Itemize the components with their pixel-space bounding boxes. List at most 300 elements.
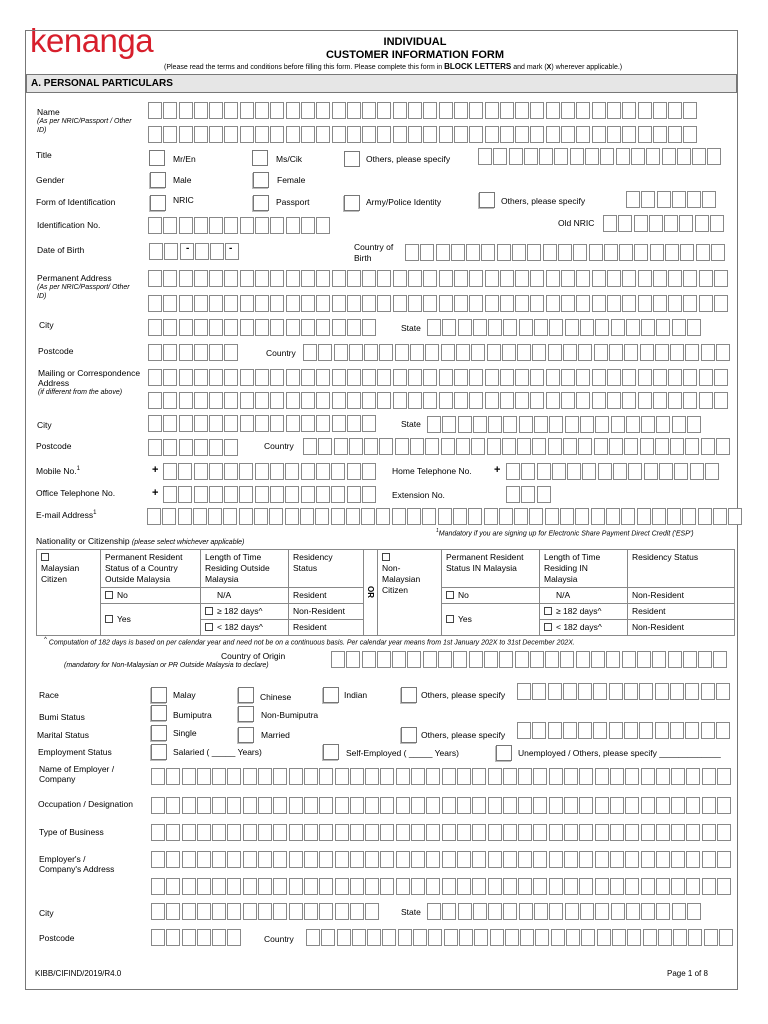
char-cell[interactable]: [350, 851, 364, 868]
pr-in-yes[interactable]: Yes: [442, 604, 540, 636]
char-cell[interactable]: [677, 148, 691, 165]
char-cell[interactable]: [611, 319, 625, 336]
char-cell[interactable]: [285, 486, 299, 503]
char-cell[interactable]: [411, 851, 425, 868]
char-cell[interactable]: [655, 683, 669, 700]
char-cell[interactable]: [301, 217, 315, 234]
char-cell[interactable]: [224, 270, 238, 287]
pr-in-no[interactable]: No: [442, 588, 540, 604]
char-cell[interactable]: [318, 344, 332, 361]
char-cell[interactable]: [639, 722, 653, 739]
char-cell[interactable]: [670, 344, 684, 361]
char-cell[interactable]: [565, 319, 579, 336]
char-cell[interactable]: [379, 438, 393, 455]
char-cell[interactable]: [662, 148, 676, 165]
char-cell[interactable]: [243, 824, 257, 841]
char-cell[interactable]: [686, 851, 700, 868]
name-input-row1[interactable]: [148, 102, 699, 119]
char-cell[interactable]: [667, 508, 681, 525]
char-cell[interactable]: [503, 768, 517, 785]
char-cell[interactable]: [564, 824, 578, 841]
char-cell[interactable]: [671, 878, 685, 895]
char-cell[interactable]: [364, 344, 378, 361]
char-cell[interactable]: [701, 683, 715, 700]
char-cell[interactable]: [346, 508, 360, 525]
char-cell[interactable]: [163, 392, 177, 409]
char-cell[interactable]: [488, 797, 502, 814]
char-cell[interactable]: [270, 415, 284, 432]
char-cell[interactable]: [683, 369, 697, 386]
char-cell[interactable]: [686, 878, 700, 895]
char-cell[interactable]: [350, 878, 364, 895]
char-cell[interactable]: [362, 369, 376, 386]
char-cell[interactable]: [240, 415, 254, 432]
char-cell[interactable]: [286, 126, 300, 143]
char-cell[interactable]: [444, 929, 458, 946]
char-cell[interactable]: [422, 508, 436, 525]
char-cell[interactable]: [638, 369, 652, 386]
id-other-input[interactable]: [626, 191, 718, 208]
char-cell[interactable]: [532, 344, 546, 361]
char-cell[interactable]: [624, 438, 638, 455]
char-cell[interactable]: [426, 824, 440, 841]
char-cell[interactable]: [656, 824, 670, 841]
char-cell[interactable]: [151, 878, 165, 895]
char-cell[interactable]: [668, 369, 682, 386]
char-cell[interactable]: [243, 797, 257, 814]
char-cell[interactable]: [624, 722, 638, 739]
char-cell[interactable]: [258, 903, 272, 920]
char-cell[interactable]: [194, 486, 208, 503]
char-cell[interactable]: [243, 903, 257, 920]
char-cell[interactable]: [472, 797, 486, 814]
char-cell[interactable]: [194, 392, 208, 409]
char-cell[interactable]: [468, 508, 482, 525]
char-cell[interactable]: [499, 508, 513, 525]
char-cell[interactable]: [224, 295, 238, 312]
char-cell[interactable]: [258, 851, 272, 868]
char-cell[interactable]: [595, 416, 609, 433]
char-cell[interactable]: [488, 416, 502, 433]
char-cell[interactable]: [641, 824, 655, 841]
country-input[interactable]: [303, 344, 731, 361]
char-cell[interactable]: [364, 438, 378, 455]
char-cell[interactable]: [560, 508, 574, 525]
char-cell[interactable]: [692, 148, 706, 165]
char-cell[interactable]: [622, 392, 636, 409]
char-cell[interactable]: [270, 270, 284, 287]
char-cell[interactable]: [683, 295, 697, 312]
office-tel-input[interactable]: [163, 486, 377, 503]
char-cell[interactable]: [148, 102, 162, 119]
char-cell[interactable]: [270, 486, 284, 503]
char-cell[interactable]: [239, 508, 253, 525]
char-cell[interactable]: [224, 217, 238, 234]
char-cell[interactable]: [457, 768, 471, 785]
char-cell[interactable]: [289, 797, 303, 814]
char-cell[interactable]: [575, 508, 589, 525]
char-cell[interactable]: [270, 217, 284, 234]
char-cell[interactable]: [223, 508, 237, 525]
char-cell[interactable]: [197, 929, 211, 946]
char-cell[interactable]: [500, 295, 514, 312]
char-cell[interactable]: [515, 392, 529, 409]
char-cell[interactable]: [576, 392, 590, 409]
char-cell[interactable]: [546, 270, 560, 287]
char-cell[interactable]: [457, 878, 471, 895]
char-cell[interactable]: [331, 463, 345, 480]
char-cell[interactable]: [439, 126, 453, 143]
char-cell[interactable]: [408, 392, 422, 409]
char-cell[interactable]: [457, 797, 471, 814]
char-cell[interactable]: [576, 126, 590, 143]
char-cell[interactable]: [347, 415, 361, 432]
char-cell[interactable]: [518, 878, 532, 895]
char-cell[interactable]: [609, 344, 623, 361]
char-cell[interactable]: [704, 929, 718, 946]
char-cell[interactable]: [273, 851, 287, 868]
char-cell[interactable]: [227, 929, 241, 946]
char-cell[interactable]: [594, 438, 608, 455]
char-cell[interactable]: [301, 295, 315, 312]
employer-input[interactable]: [151, 768, 732, 785]
char-cell[interactable]: [269, 508, 283, 525]
char-cell[interactable]: [423, 651, 437, 668]
nric-checkbox[interactable]: [150, 195, 166, 211]
char-cell[interactable]: [304, 797, 318, 814]
char-cell[interactable]: [453, 508, 467, 525]
char-cell[interactable]: [595, 797, 609, 814]
char-cell[interactable]: [427, 319, 441, 336]
char-cell[interactable]: [515, 369, 529, 386]
char-cell[interactable]: [469, 651, 483, 668]
char-cell[interactable]: [716, 683, 730, 700]
char-cell[interactable]: [163, 126, 177, 143]
char-cell[interactable]: [595, 878, 609, 895]
char-cell[interactable]: [469, 392, 483, 409]
char-cell[interactable]: [285, 463, 299, 480]
unemployed-checkbox[interactable]: [496, 745, 512, 761]
char-cell[interactable]: [194, 295, 208, 312]
char-cell[interactable]: [533, 768, 547, 785]
char-cell[interactable]: [652, 508, 666, 525]
char-cell[interactable]: [393, 270, 407, 287]
char-cell[interactable]: [411, 824, 425, 841]
char-cell[interactable]: [698, 651, 712, 668]
char-cell[interactable]: [576, 651, 590, 668]
char-cell[interactable]: [484, 651, 498, 668]
char-cell[interactable]: [578, 438, 592, 455]
self-emp-checkbox[interactable]: [323, 744, 339, 760]
char-cell[interactable]: [529, 508, 543, 525]
char-cell[interactable]: [561, 392, 575, 409]
char-cell[interactable]: [719, 929, 733, 946]
char-cell[interactable]: [485, 102, 499, 119]
char-cell[interactable]: [393, 369, 407, 386]
char-cell[interactable]: [546, 102, 560, 119]
char-cell[interactable]: [163, 319, 177, 336]
char-cell[interactable]: [717, 797, 731, 814]
char-cell[interactable]: [224, 369, 238, 386]
pr-in-yes-checkbox[interactable]: [446, 615, 454, 623]
char-cell[interactable]: [537, 486, 551, 503]
char-cell[interactable]: [671, 768, 685, 785]
char-cell[interactable]: [209, 439, 223, 456]
char-cell[interactable]: [576, 102, 590, 119]
bumiputra-checkbox[interactable]: [151, 705, 167, 721]
char-cell[interactable]: [597, 929, 611, 946]
char-cell[interactable]: [656, 878, 670, 895]
char-cell[interactable]: [182, 851, 196, 868]
char-cell[interactable]: [377, 295, 391, 312]
char-cell[interactable]: [469, 102, 483, 119]
char-cell[interactable]: [316, 369, 330, 386]
char-cell[interactable]: [438, 508, 452, 525]
char-cell[interactable]: [335, 824, 349, 841]
char-cell[interactable]: [319, 824, 333, 841]
char-cell[interactable]: [607, 126, 621, 143]
char-cell[interactable]: [687, 903, 701, 920]
char-cell[interactable]: [682, 508, 696, 525]
char-cell[interactable]: [566, 929, 580, 946]
char-cell[interactable]: [638, 126, 652, 143]
char-cell[interactable]: [603, 215, 617, 232]
char-cell[interactable]: [488, 878, 502, 895]
char-cell[interactable]: [680, 244, 694, 261]
char-cell[interactable]: [589, 244, 603, 261]
char-cell[interactable]: [549, 903, 563, 920]
char-cell[interactable]: [303, 438, 317, 455]
mail-postcode-input[interactable]: [148, 439, 240, 456]
char-cell[interactable]: [674, 463, 688, 480]
char-cell[interactable]: [240, 295, 254, 312]
char-cell[interactable]: [534, 416, 548, 433]
length-outside-ge182[interactable]: ≥ 182 days^: [201, 604, 289, 620]
char-cell[interactable]: [728, 508, 742, 525]
char-cell[interactable]: [162, 508, 176, 525]
char-cell[interactable]: [457, 851, 471, 868]
char-cell[interactable]: [166, 851, 180, 868]
char-cell[interactable]: [591, 651, 605, 668]
char-cell[interactable]: [519, 903, 533, 920]
char-cell[interactable]: [533, 851, 547, 868]
char-cell[interactable]: [533, 824, 547, 841]
char-cell[interactable]: [194, 439, 208, 456]
char-cell[interactable]: [224, 126, 238, 143]
char-cell[interactable]: [224, 439, 238, 456]
char-cell[interactable]: [610, 768, 624, 785]
char-cell[interactable]: [182, 903, 196, 920]
char-cell[interactable]: [163, 463, 177, 480]
char-cell[interactable]: [578, 722, 592, 739]
mobile-input[interactable]: [163, 463, 377, 480]
state-input[interactable]: [427, 319, 702, 336]
char-cell[interactable]: [563, 344, 577, 361]
char-cell[interactable]: [179, 270, 193, 287]
char-cell[interactable]: [442, 319, 456, 336]
char-cell[interactable]: [699, 270, 713, 287]
salaried-checkbox[interactable]: [151, 744, 167, 760]
char-cell[interactable]: [687, 416, 701, 433]
char-cell[interactable]: [289, 903, 303, 920]
char-cell[interactable]: [347, 392, 361, 409]
char-cell[interactable]: [672, 903, 686, 920]
char-cell[interactable]: [194, 319, 208, 336]
char-cell[interactable]: [321, 929, 335, 946]
char-cell[interactable]: [331, 651, 345, 668]
char-cell[interactable]: [668, 102, 682, 119]
char-cell[interactable]: [459, 929, 473, 946]
char-cell[interactable]: [209, 217, 223, 234]
char-cell[interactable]: [166, 797, 180, 814]
char-cell[interactable]: [179, 102, 193, 119]
postcode-input[interactable]: [148, 344, 240, 361]
char-cell[interactable]: [212, 768, 226, 785]
char-cell[interactable]: [395, 438, 409, 455]
char-cell[interactable]: [711, 244, 725, 261]
char-cell[interactable]: [315, 508, 329, 525]
char-cell[interactable]: [565, 903, 579, 920]
char-cell[interactable]: [398, 929, 412, 946]
char-cell[interactable]: [625, 851, 639, 868]
char-cell[interactable]: [212, 878, 226, 895]
char-cell[interactable]: [337, 929, 351, 946]
char-cell[interactable]: [182, 929, 196, 946]
char-cell[interactable]: [488, 903, 502, 920]
char-cell[interactable]: [240, 126, 254, 143]
char-cell[interactable]: [334, 344, 348, 361]
char-cell[interactable]: [626, 191, 640, 208]
char-cell[interactable]: [224, 486, 238, 503]
outside-ge182-checkbox[interactable]: [205, 607, 213, 615]
char-cell[interactable]: [286, 270, 300, 287]
char-cell[interactable]: [331, 508, 345, 525]
char-cell[interactable]: [454, 126, 468, 143]
char-cell[interactable]: [166, 878, 180, 895]
char-cell[interactable]: [665, 244, 679, 261]
char-cell[interactable]: [304, 851, 318, 868]
char-cell[interactable]: [301, 126, 315, 143]
char-cell[interactable]: [485, 295, 499, 312]
char-cell[interactable]: [209, 369, 223, 386]
char-cell[interactable]: [478, 148, 492, 165]
char-cell[interactable]: [488, 768, 502, 785]
char-cell[interactable]: [392, 651, 406, 668]
char-cell[interactable]: [377, 270, 391, 287]
pr-outside-no-checkbox[interactable]: [105, 591, 113, 599]
char-cell[interactable]: [423, 270, 437, 287]
char-cell[interactable]: [255, 392, 269, 409]
char-cell[interactable]: [319, 797, 333, 814]
mail-addr-row2[interactable]: [148, 392, 729, 409]
char-cell[interactable]: [194, 102, 208, 119]
char-cell[interactable]: [657, 191, 671, 208]
char-cell[interactable]: [411, 768, 425, 785]
char-cell[interactable]: [659, 463, 673, 480]
char-cell[interactable]: [148, 319, 162, 336]
char-cell[interactable]: [227, 903, 241, 920]
char-cell[interactable]: [717, 878, 731, 895]
char-cell[interactable]: [367, 929, 381, 946]
char-cell[interactable]: [534, 903, 548, 920]
char-cell[interactable]: [426, 797, 440, 814]
char-cell[interactable]: [362, 126, 376, 143]
char-cell[interactable]: [607, 295, 621, 312]
char-cell[interactable]: [606, 651, 620, 668]
char-cell[interactable]: [595, 851, 609, 868]
char-cell[interactable]: [716, 438, 730, 455]
char-cell[interactable]: [303, 344, 317, 361]
char-cell[interactable]: [717, 851, 731, 868]
char-cell[interactable]: [377, 392, 391, 409]
char-cell[interactable]: [713, 651, 727, 668]
char-cell[interactable]: [335, 851, 349, 868]
char-cell[interactable]: [396, 851, 410, 868]
char-cell[interactable]: [713, 508, 727, 525]
char-cell[interactable]: [628, 463, 642, 480]
char-cell[interactable]: [427, 416, 441, 433]
char-cell[interactable]: [710, 215, 724, 232]
char-cell[interactable]: [469, 126, 483, 143]
char-cell[interactable]: [644, 463, 658, 480]
char-cell[interactable]: [179, 439, 193, 456]
char-cell[interactable]: [549, 797, 563, 814]
char-cell[interactable]: [270, 463, 284, 480]
char-cell[interactable]: [622, 102, 636, 119]
char-cell[interactable]: [151, 824, 165, 841]
char-cell[interactable]: [224, 102, 238, 119]
char-cell[interactable]: [178, 486, 192, 503]
char-cell[interactable]: [622, 270, 636, 287]
char-cell[interactable]: [502, 344, 516, 361]
char-cell[interactable]: [458, 416, 472, 433]
char-cell[interactable]: [517, 683, 531, 700]
char-cell[interactable]: [685, 344, 699, 361]
char-cell[interactable]: [626, 319, 640, 336]
char-cell[interactable]: [624, 344, 638, 361]
char-cell[interactable]: [352, 929, 366, 946]
ext-input[interactable]: [506, 486, 552, 503]
female-checkbox[interactable]: [253, 172, 269, 188]
char-cell[interactable]: [239, 486, 253, 503]
char-cell[interactable]: [270, 369, 284, 386]
char-cell[interactable]: [365, 878, 379, 895]
char-cell[interactable]: [439, 102, 453, 119]
char-cell[interactable]: [408, 270, 422, 287]
char-cell[interactable]: [179, 369, 193, 386]
char-cell[interactable]: [151, 851, 165, 868]
char-cell[interactable]: [411, 797, 425, 814]
char-cell[interactable]: [717, 824, 731, 841]
char-cell[interactable]: [224, 392, 238, 409]
char-cell[interactable]: [410, 438, 424, 455]
char-cell[interactable]: [425, 344, 439, 361]
char-cell[interactable]: [148, 126, 162, 143]
char-cell[interactable]: [671, 824, 685, 841]
char-cell[interactable]: [163, 369, 177, 386]
char-cell[interactable]: [530, 102, 544, 119]
char-cell[interactable]: [530, 392, 544, 409]
char-cell[interactable]: [610, 851, 624, 868]
char-cell[interactable]: [408, 102, 422, 119]
char-cell[interactable]: [582, 463, 596, 480]
char-cell[interactable]: [653, 102, 667, 119]
char-cell[interactable]: [332, 295, 346, 312]
char-cell[interactable]: [392, 508, 406, 525]
char-cell[interactable]: [672, 319, 686, 336]
dob-input[interactable]: [149, 243, 241, 260]
char-cell[interactable]: [609, 722, 623, 739]
